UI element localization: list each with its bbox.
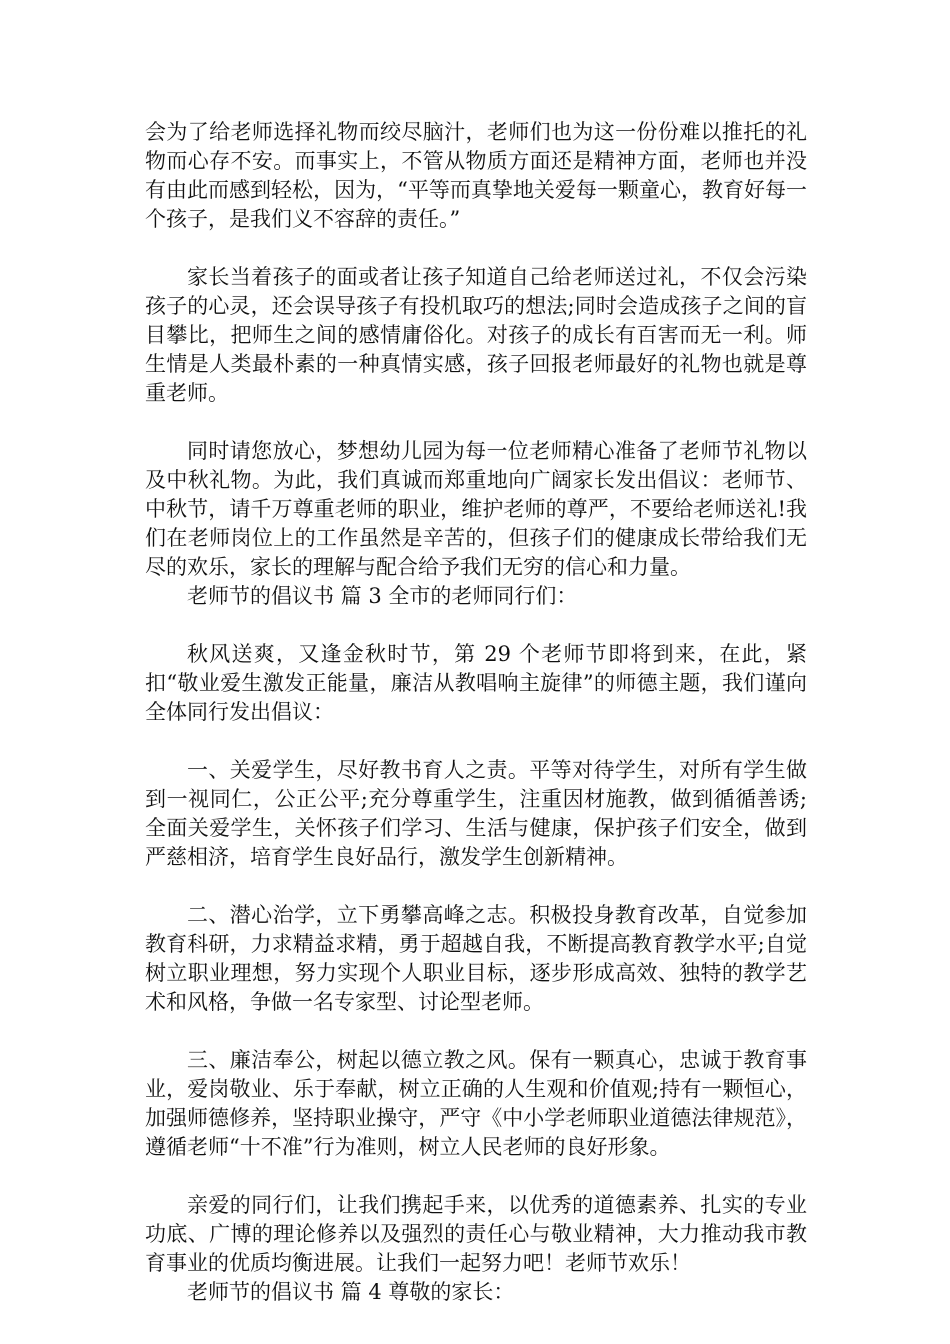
section-heading-3: 老师节的倡议书 篇 3 全市的老师同行们： (187, 584, 578, 608)
section-heading-4: 老师节的倡议书 篇 4 尊敬的家长： (187, 1280, 515, 1304)
paragraph-parents-gifts: 家长当着孩子的面或者让孩子知道自己给老师送过礼，不仅会污染孩子的心灵，还会误导孩子有投机取巧的想法;同时会造成孩子之间的盲目攀比，把师生之间的感情庸俗化。对孩子的成长有百害而无一利。师生情是人类最朴素的一种真情实感，孩子回报老师最好的礼物也就是尊重老师。 (145, 265, 807, 405)
document-page (145, 118, 807, 1307)
paragraph-gift-worry: 会为了给老师选择礼物而绞尽脑汁，老师们也为这一份份难以推托的礼物而心存不安。而事实上，不管从物质方面还是精神方面，老师也并没有由此而感到轻松，因为，“平等而真挚地关爱每一颗童心，教育好每一个孩子，是我们义不容辞的责任。” (145, 120, 807, 231)
paragraph-spacer (145, 872, 807, 901)
paragraph-point-one: 一、关爱学生，尽好教书育人之责。平等对待学生，对所有学生做到一视同仁，公正公平;充分尊重学生，注重因材施教，做到循循善诱;全面关爱学生，关怀孩子们学习、生活与健康，保护孩子们安全，做到严慈相济，培育学生良好品行，激发学生创新精神。 (145, 758, 807, 869)
paragraph-spacer (145, 1162, 807, 1191)
paragraph-spacer (145, 1017, 807, 1046)
paragraph-teachers-day-intro: 秋风送爽，又逢金秋时节，第 29 个老师节即将到来，在此，紧扣“敬业爱生激发正能量，廉洁从教唱响主旋律”的师德主题，我们谨向全体同行发出倡议： (145, 642, 807, 724)
paragraph-spacer (145, 727, 807, 756)
paragraph-point-two: 二、潜心治学，立下勇攀高峰之志。积极投身教育改革，自觉参加教育科研，力求精益求精，勇于超越自我，不断提高教育教学水平;自觉树立职业理想，努力实现个人职业目标，逐步形成高效、独特的教学艺术和风格，争做一名专家型、讨论型老师。 (145, 903, 807, 1014)
paragraph-kindergarten-initiative: 同时请您放心，梦想幼儿园为每一位老师精心准备了老师节礼物以及中秋礼物。为此，我们真诚而郑重地向广阔家长发出倡议：老师节、中秋节，请千万尊重老师的职业，维护老师的尊严，不要给老师送礼!我们在老师岗位上的工作虽然是辛苦的，但孩子们的健康成长带给我们无尽的欢乐，家长的理解与配合给予我们无穷的信心和力量。 (145, 439, 807, 579)
paragraph-spacer (145, 234, 807, 263)
paragraph-closing: 亲爱的同行们，让我们携起手来，以优秀的道德素养、扎实的专业功底、广博的理论修养以及强烈的责任心与敬业精神，大力推动我市教育事业的优质均衡进展。让我们一起努力吧！老师节欢乐！ (145, 1193, 807, 1275)
paragraph-point-three: 三、廉洁奉公，树起以德立教之风。保有一颗真心，忠诚于教育事业，爱岗敬业、乐于奉献，树立正确的人生观和价值观;持有一颗恒心，加强师德修养，坚持职业操守，严守《中小学老师职业道德法律规范》，遵循老师“十不准”行为准则，树立人民老师的良好形象。 (145, 1048, 807, 1159)
paragraph-spacer (145, 408, 807, 437)
paragraph-spacer (145, 611, 807, 640)
